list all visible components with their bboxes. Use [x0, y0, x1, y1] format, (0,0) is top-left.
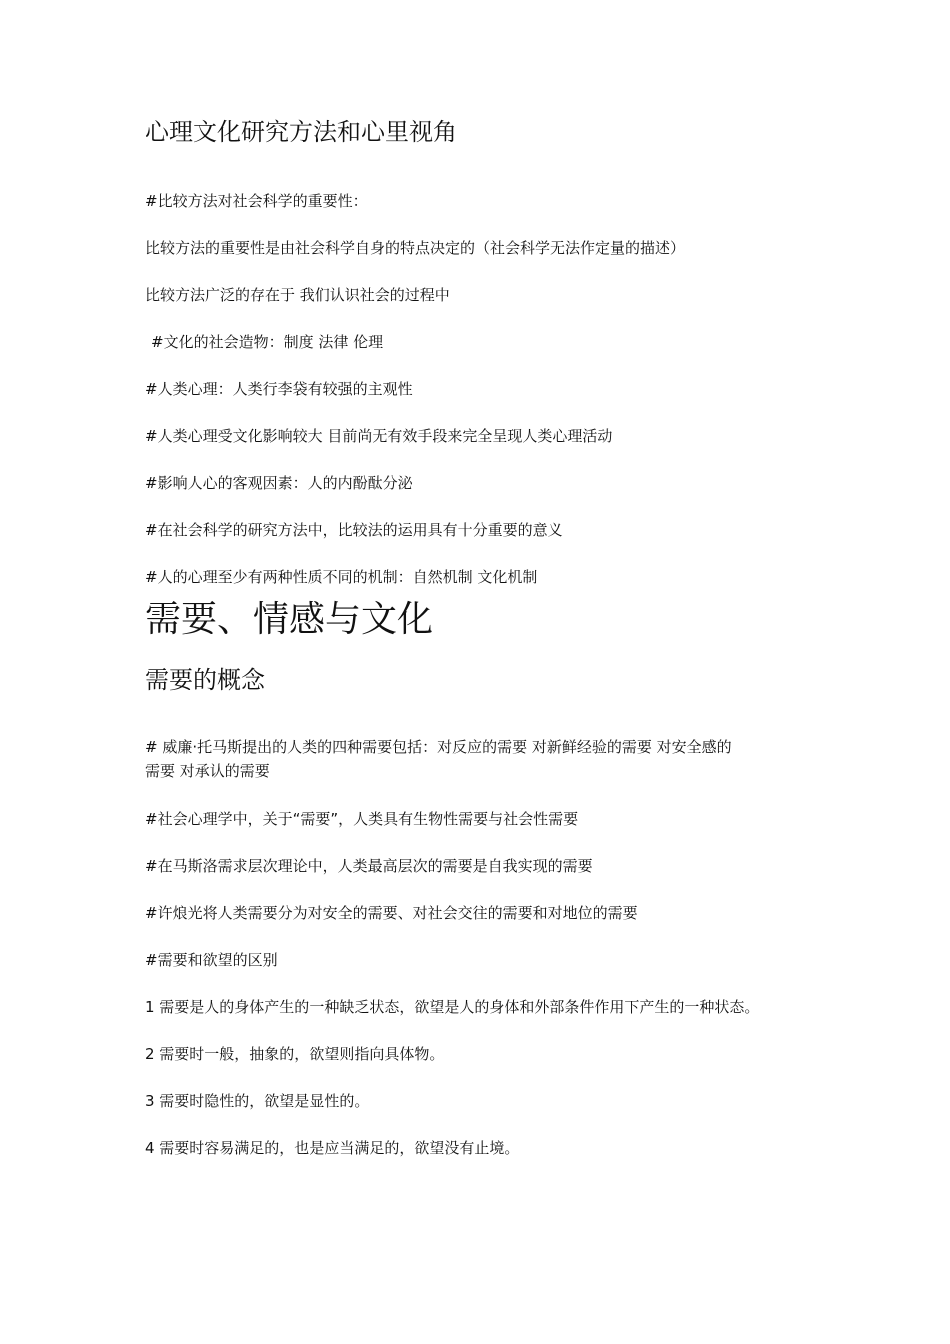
paragraph: #人的心理至少有两种性质不同的机制：自然机制 文化机制 [145, 568, 538, 586]
section-heading: 需要、情感与文化 [145, 599, 434, 640]
paragraph: #人类心理受文化影响较大 目前尚无有效手段来完全呈现人类心理活动 [145, 427, 613, 445]
document-title: 心理文化研究方法和心里视角 [145, 118, 457, 146]
paragraph: #影响人心的客观因素：人的内酚酞分泌 [145, 474, 413, 492]
paragraph-continuation: 需要 对承认的需要 [145, 762, 270, 780]
paragraph: #文化的社会造物：制度 法律 伦理 [151, 333, 384, 351]
paragraph: #比较方法对社会科学的重要性： [145, 192, 368, 210]
list-item: 1 需要是人的身体产生的一种缺乏状态，欲望是人的身体和外部条件作用下产生的一种状态。 [145, 998, 760, 1016]
paragraph: #社会心理学中，关于“需要”，人类具有生物性需要与社会性需要 [145, 810, 579, 828]
paragraph: #在马斯洛需求层次理论中，人类最高层次的需要是自我实现的需要 [145, 857, 593, 875]
subsection-heading: 需要的概念 [145, 666, 265, 694]
list-item: 2 需要时一般，抽象的，欲望则指向具体物。 [145, 1045, 445, 1063]
paragraph: 比较方法的重要性是由社会科学自身的特点决定的（社会科学无法作定量的描述） [145, 239, 686, 257]
paragraph: 比较方法广泛的存在于 我们认识社会的过程中 [145, 286, 450, 304]
paragraph: #人类心理：人类行李袋有较强的主观性 [145, 380, 413, 398]
paragraph: #在社会科学的研究方法中，比较法的运用具有十分重要的意义 [145, 521, 563, 539]
paragraph: #需要和欲望的区别 [145, 951, 278, 969]
list-item: 3 需要时隐性的，欲望是显性的。 [145, 1092, 370, 1110]
paragraph: #许烺光将人类需要分为对安全的需要、对社会交往的需要和对地位的需要 [145, 904, 638, 922]
paragraph: # 威廉·托马斯提出的人类的四种需要包括：对反应的需要 对新鲜经验的需要 对安全感的 [145, 738, 732, 756]
list-item: 4 需要时容易满足的，也是应当满足的，欲望没有止境。 [145, 1139, 520, 1157]
